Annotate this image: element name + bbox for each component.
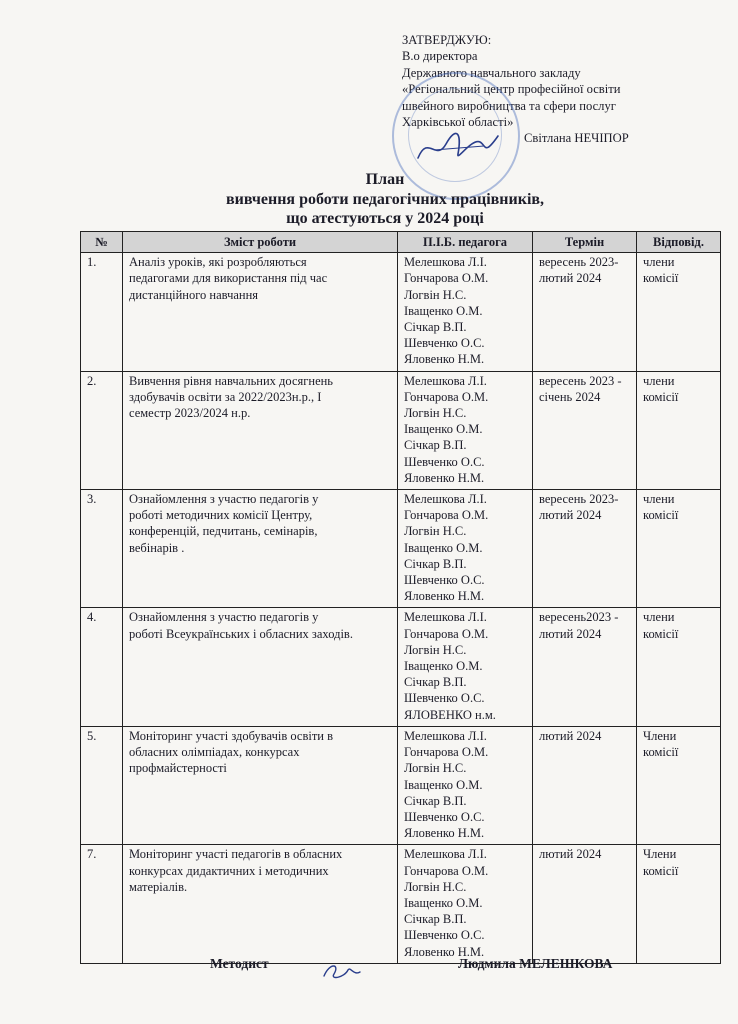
row-term [533,608,637,726]
row-teachers-line: Іващенко О.М. [404,540,483,555]
row-teachers-line: Мелешкова Л.І. [404,492,487,507]
row-term-line: лютий 2024 [539,626,602,641]
row-responsible [637,608,721,726]
row-content-line: обласних олімпіадах, конкурсах [129,745,300,760]
row-content-line: Аналіз уроків, які розробляються [129,255,307,270]
row-term [533,490,637,608]
row-responsible [637,726,721,844]
row-responsible-line: комісії [643,508,679,523]
row-teachers-line: Яловенко Н.М. [404,470,485,485]
row-content-line: профмайстерності [129,761,227,776]
row-teachers-line: Іващенко О.М. [404,777,483,792]
table-row [81,490,721,608]
row-responsible-line: комісії [643,626,679,641]
row-teachers-line: Логвін Н.С. [404,406,467,421]
row-teachers-line: Мелешкова Л.І. [404,255,487,270]
row-responsible-line: комісії [643,863,679,878]
row-teachers-line: Іващенко О.М. [404,422,483,437]
row-content-line: семестр 2023/2024 н.р. [129,406,251,421]
row-teachers-line: Мелешкова Л.І. [404,610,487,625]
row-teachers-line: Січкар В.П. [404,912,467,927]
row-content-line: Моніторинг участі здобувачів освіти в [129,728,334,743]
row-teachers-line: Шевченко О.С. [404,454,485,469]
approval-line: Державного навчального закладу [402,65,581,80]
document-title [150,170,620,229]
row-teachers [398,845,533,963]
row-teachers [398,371,533,489]
row-content-line: вебінарів . [129,540,185,555]
row-number: 5. [81,726,123,844]
row-responsible [637,845,721,963]
column-header-teacher: П.І.Б. педагога [398,232,533,253]
approval-line: швейного виробництва та сфери послуг [402,98,616,113]
row-term-line: вересень 2023- [539,492,619,507]
table-row [81,371,721,489]
row-content-line: Вивчення рівня навчальних досягнень [129,373,334,388]
row-content [123,490,398,608]
row-term [533,253,637,371]
row-teachers [398,726,533,844]
row-content [123,726,398,844]
row-teachers-line: Шевченко О.С. [404,573,485,588]
footer-name: Людмила МЕЛЕШКОВА [458,956,613,971]
row-term-line: вересень 2023- [539,255,619,270]
row-term [533,371,637,489]
approval-line: Харківської області» [402,115,514,130]
row-number: 4. [81,608,123,726]
row-content [123,608,398,726]
row-content-line: Моніторинг участі педагогів в обласних [129,847,343,862]
row-teachers-line: Січкар В.П. [404,556,467,571]
row-teachers-line: Яловенко Н.М. [404,944,485,959]
row-number: 1. [81,253,123,371]
row-responsible [637,371,721,489]
row-responsible-line: комісії [643,389,679,404]
row-teachers-line: Січкар В.П. [404,320,467,335]
row-teachers-line: Шевченко О.С. [404,691,485,706]
approval-line: «Регіональний центр професійної освіти [402,82,621,97]
row-content-line: роботі методичних комісії Центру, [129,508,313,523]
row-term-line: лютий 2024 [539,271,602,286]
approval-signer: Світлана НЕЧІПОР [524,131,629,146]
row-number: 2. [81,371,123,489]
footer-role: Методист [210,956,269,971]
row-content-line: конкурсах дидактичних і методичних [129,863,329,878]
table-row [81,845,721,963]
row-term [533,726,637,844]
row-teachers-line: Мелешкова Л.І. [404,373,487,388]
row-content [123,253,398,371]
row-teachers-line: Логвін Н.С. [404,761,467,776]
row-responsible [637,490,721,608]
row-teachers-line: Мелешкова Л.І. [404,728,487,743]
plan-table [80,231,721,964]
row-term-line: січень 2024 [539,389,601,404]
director-signature [414,128,504,168]
approval-heading: ЗАТВЕРДЖУЮ: [402,33,492,47]
row-content-line: Ознайомлення з участю педагогів у [129,492,319,507]
row-content-line: здобувачів освіти за 2022/2023н.р., І [129,389,322,404]
row-teachers-line: Гончарова О.М. [404,626,489,641]
row-responsible-line: комісії [643,271,679,286]
row-teachers-line: Яловенко Н.М. [404,352,485,367]
row-content-line: конференцій, педчитань, семінарів, [129,524,318,539]
table-row [81,726,721,844]
column-header-number: № [81,232,123,253]
row-teachers-line: Логвін Н.С. [404,524,467,539]
approval-line: В.о директора [402,49,478,64]
row-responsible-line: члени [643,373,675,388]
row-term-line: лютий 2024 [539,728,602,743]
row-teachers [398,608,533,726]
column-header-responsible: Відповід. [637,232,721,253]
row-responsible-line: Члени [643,847,677,862]
row-number: 7. [81,845,123,963]
row-teachers [398,253,533,371]
row-teachers-line: Шевченко О.С. [404,928,485,943]
row-teachers-line: Логвін Н.С. [404,287,467,302]
row-teachers-line: Гончарова О.М. [404,863,489,878]
row-teachers-line: Логвін Н.С. [404,879,467,894]
table-row [81,608,721,726]
column-header-term: Термін [533,232,637,253]
row-teachers-line: Логвін Н.С. [404,642,467,657]
row-responsible-line: члени [643,492,675,507]
row-term-line: вересень 2023 - [539,373,622,388]
row-responsible-line: Члени [643,728,677,743]
row-responsible-line: члени [643,255,675,270]
row-term-line: лютий 2024 [539,847,602,862]
table-row [81,253,721,371]
title-line: План [365,171,405,188]
title-line: вивчення роботи педагогічних працівників, [225,190,545,208]
row-teachers-line: Мелешкова Л.І. [404,847,487,862]
row-term-line: лютий 2024 [539,508,602,523]
title-line: що атестуються у 2024 році [286,210,484,227]
row-responsible [637,253,721,371]
row-content-line: матеріалів. [129,879,188,894]
row-content-line: педагогами для використання під час [129,271,328,286]
row-number: 3. [81,490,123,608]
footer [80,956,720,980]
row-teachers-line: Січкар В.П. [404,793,467,808]
row-content [123,845,398,963]
row-content-line: роботі Всеукраїнських і обласних заходів. [129,626,353,641]
table-header-row [81,232,721,253]
row-teachers-line: Яловенко Н.М. [404,826,485,841]
row-teachers-line: Січкар В.П. [404,675,467,690]
row-teachers [398,490,533,608]
row-teachers-line: Шевченко О.С. [404,809,485,824]
row-content-line: дистанційного навчання [129,287,259,302]
column-header-content: Зміст роботи [123,232,398,253]
methodist-signature [318,958,364,984]
row-teachers-line: Гончарова О.М. [404,271,489,286]
row-responsible-line: комісії [643,745,679,760]
row-teachers-line: Іващенко О.М. [404,303,483,318]
row-term-line: вересень2023 - [539,610,619,625]
row-content [123,371,398,489]
row-teachers-line: Січкар В.П. [404,438,467,453]
row-teachers-line: Гончарова О.М. [404,389,489,404]
row-content-line: Ознайомлення з участю педагогів у [129,610,319,625]
row-responsible-line: члени [643,610,675,625]
row-teachers-line: Іващенко О.М. [404,659,483,674]
row-teachers-line: Яловенко Н.М. [404,589,485,604]
row-teachers-line: Гончарова О.М. [404,508,489,523]
row-teachers-line: Іващенко О.М. [404,895,483,910]
row-teachers-line: ЯЛОВЕНКО н.м. [404,707,496,722]
row-teachers-line: Шевченко О.С. [404,336,485,351]
row-term [533,845,637,963]
row-teachers-line: Гончарова О.М. [404,745,489,760]
